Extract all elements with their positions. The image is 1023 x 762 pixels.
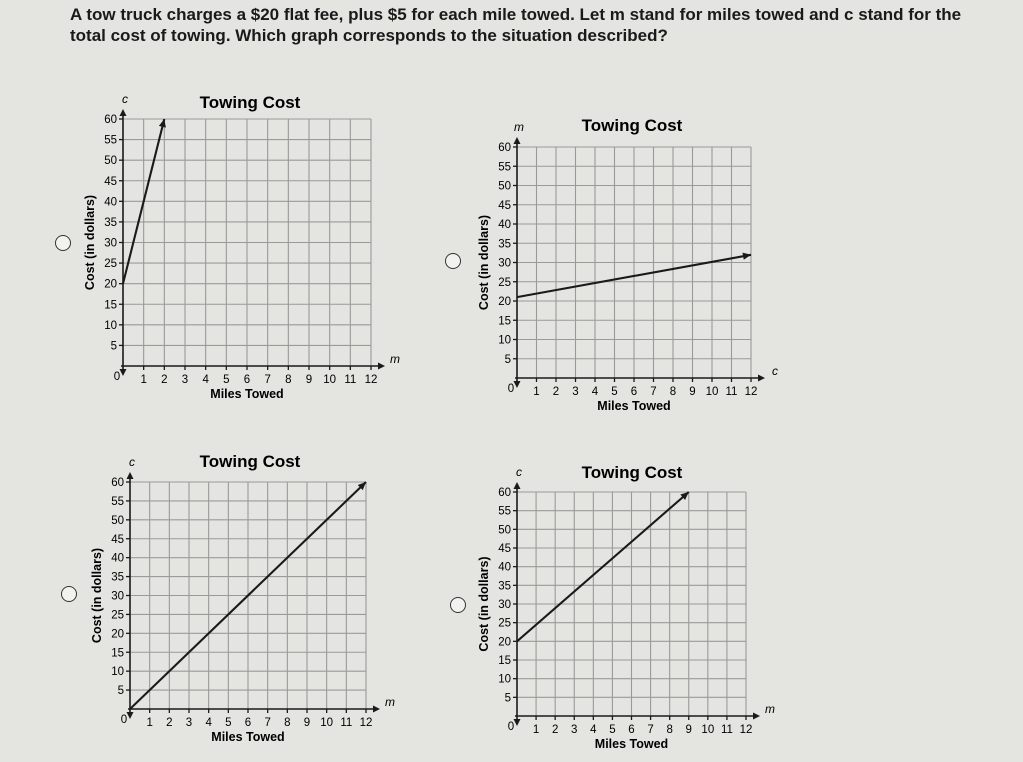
- y-tick-label: 30: [111, 590, 124, 603]
- x-axis-label: Miles Towed: [211, 730, 285, 744]
- x-tick-label: 3: [181, 374, 189, 386]
- x-tick-label: 7: [647, 724, 654, 736]
- x-tick-label: 1: [146, 717, 153, 729]
- x-tick-label: 2: [551, 724, 559, 736]
- y-tick-label: 5: [504, 692, 511, 705]
- x-tick-label: 4: [590, 724, 597, 736]
- x-axis-variable: c: [772, 364, 778, 378]
- y-tick-label: 35: [111, 571, 124, 584]
- y-tick-label: 60: [111, 477, 124, 489]
- y-tick-label: 5: [504, 353, 511, 366]
- y-tick-label: 15: [111, 647, 124, 660]
- y-axis-arrow-down: [514, 719, 521, 726]
- x-tick-label: 5: [225, 717, 232, 729]
- y-tick-label: 25: [104, 258, 117, 271]
- x-axis-label: Miles Towed: [210, 387, 284, 401]
- x-tick-label: 1: [140, 374, 147, 386]
- y-axis-label: Cost (in dollars): [83, 194, 97, 291]
- x-tick-label: 3: [571, 724, 578, 736]
- y-tick-label: 55: [498, 161, 511, 174]
- x-tick-label: 11: [720, 724, 733, 736]
- chart-title: Towing Cost: [199, 452, 301, 471]
- x-axis-variable: m: [765, 702, 775, 716]
- y-tick-label: 55: [111, 495, 124, 508]
- y-tick-label: 25: [498, 617, 511, 630]
- y-tick-label: 30: [104, 237, 117, 250]
- x-tick-label: 12: [744, 386, 758, 398]
- y-tick-label: 15: [498, 315, 511, 328]
- x-tick-label: 7: [650, 386, 657, 398]
- x-axis-label: Miles Towed: [594, 737, 669, 751]
- chart-title: Towing Cost: [199, 93, 301, 112]
- y-axis-variable: c: [129, 455, 135, 469]
- y-tick-label: 50: [111, 514, 124, 527]
- x-tick-label: 0: [120, 714, 128, 726]
- y-tick-label: 30: [498, 599, 511, 611]
- x-tick-label: 9: [305, 374, 313, 386]
- x-tick-label: 0: [507, 721, 515, 733]
- y-tick-label: 20: [104, 278, 117, 291]
- y-tick-label: 45: [498, 199, 511, 212]
- x-tick-label: 7: [264, 717, 271, 729]
- x-tick-label: 12: [359, 717, 373, 729]
- y-tick-label: 45: [498, 543, 511, 555]
- x-tick-label: 10: [701, 724, 715, 736]
- y-axis-arrow: [514, 482, 521, 489]
- y-tick-label: 20: [111, 628, 124, 641]
- x-tick-label: 6: [244, 717, 252, 729]
- x-axis-variable: m: [385, 695, 395, 709]
- x-axis-label: Miles Towed: [597, 399, 671, 413]
- y-tick-label: 35: [498, 238, 511, 251]
- y-tick-label: 60: [498, 142, 511, 154]
- y-tick-label: 50: [498, 180, 511, 193]
- x-tick-label: 9: [689, 386, 696, 398]
- y-tick-label: 50: [498, 524, 511, 537]
- y-tick-label: 55: [104, 134, 117, 147]
- x-tick-label: 5: [223, 374, 230, 386]
- y-tick-label: 60: [498, 487, 511, 499]
- y-tick-label: 10: [111, 666, 124, 679]
- x-tick-label: 1: [533, 386, 540, 398]
- x-axis-arrow: [753, 713, 760, 720]
- x-tick-label: 0: [113, 371, 121, 383]
- y-tick-label: 30: [498, 257, 511, 270]
- x-tick-label: 11: [340, 717, 353, 729]
- y-tick-label: 15: [104, 299, 117, 312]
- x-tick-label: 11: [344, 374, 357, 386]
- y-tick-label: 10: [104, 319, 117, 332]
- y-tick-label: 50: [104, 155, 117, 168]
- x-tick-label: 4: [202, 374, 209, 386]
- x-tick-label: 11: [725, 386, 738, 398]
- y-tick-label: 40: [498, 219, 511, 231]
- y-tick-label: 15: [498, 655, 511, 667]
- y-tick-label: 20: [498, 296, 511, 308]
- y-tick-label: 60: [104, 114, 117, 126]
- y-tick-label: 20: [498, 636, 511, 649]
- x-tick-label: 4: [591, 386, 599, 398]
- x-tick-label: 8: [284, 717, 291, 729]
- x-tick-label: 10: [705, 386, 719, 398]
- y-tick-label: 25: [111, 609, 124, 622]
- x-tick-label: 5: [611, 386, 618, 398]
- y-tick-label: 10: [498, 673, 511, 686]
- x-tick-label: 8: [669, 386, 677, 398]
- y-axis-variable: c: [122, 92, 128, 106]
- chart-title: Towing Cost: [581, 463, 683, 482]
- x-tick-label: 2: [552, 386, 560, 398]
- question-text: A tow truck charges a $20 flat fee, plus $5 for each mile towed. Let m stand for miles towed and c stand for the total cost of towing. Which graph corresponds to the situation described?: [70, 5, 962, 45]
- y-axis-variable: c: [516, 465, 522, 479]
- x-tick-label: 1: [532, 724, 540, 736]
- y-tick-label: 5: [117, 685, 124, 698]
- x-tick-label: 0: [507, 383, 515, 395]
- y-tick-label: 40: [111, 552, 124, 565]
- y-tick-label: 55: [498, 505, 511, 518]
- y-axis-label: Cost (in dollars): [90, 547, 104, 644]
- x-tick-label: 5: [609, 724, 616, 736]
- x-tick-label: 10: [320, 717, 334, 729]
- y-axis-variable: m: [514, 120, 524, 134]
- x-tick-label: 3: [572, 386, 579, 398]
- x-tick-label: 12: [364, 374, 378, 386]
- x-axis-variable: m: [390, 352, 400, 366]
- y-axis-label: Cost (in dollars): [477, 556, 491, 652]
- x-tick-label: 6: [628, 724, 635, 736]
- y-tick-label: 35: [498, 580, 511, 593]
- y-tick-label: 40: [104, 196, 117, 209]
- y-tick-label: 35: [104, 216, 117, 229]
- x-tick-label: 3: [185, 717, 193, 729]
- x-tick-label: 8: [285, 374, 292, 386]
- x-tick-label: 9: [685, 724, 692, 736]
- y-tick-label: 25: [498, 276, 511, 289]
- y-tick-label: 45: [104, 175, 117, 188]
- x-tick-label: 8: [666, 724, 673, 736]
- x-tick-label: 6: [243, 374, 251, 386]
- x-tick-label: 10: [323, 374, 337, 386]
- y-tick-label: 10: [498, 334, 511, 347]
- x-tick-label: 6: [630, 386, 638, 398]
- y-tick-label: 45: [111, 533, 124, 546]
- x-tick-label: 7: [264, 374, 271, 386]
- x-tick-label: 4: [205, 717, 212, 729]
- x-tick-label: 9: [303, 717, 311, 729]
- y-tick-label: 40: [498, 561, 511, 574]
- x-tick-label: 2: [166, 717, 173, 729]
- y-axis-label: Cost (in dollars): [477, 214, 491, 311]
- x-tick-label: 12: [739, 724, 753, 736]
- y-tick-label: 5: [110, 340, 117, 353]
- chart-title: Towing Cost: [581, 116, 683, 135]
- x-tick-label: 2: [161, 374, 168, 386]
